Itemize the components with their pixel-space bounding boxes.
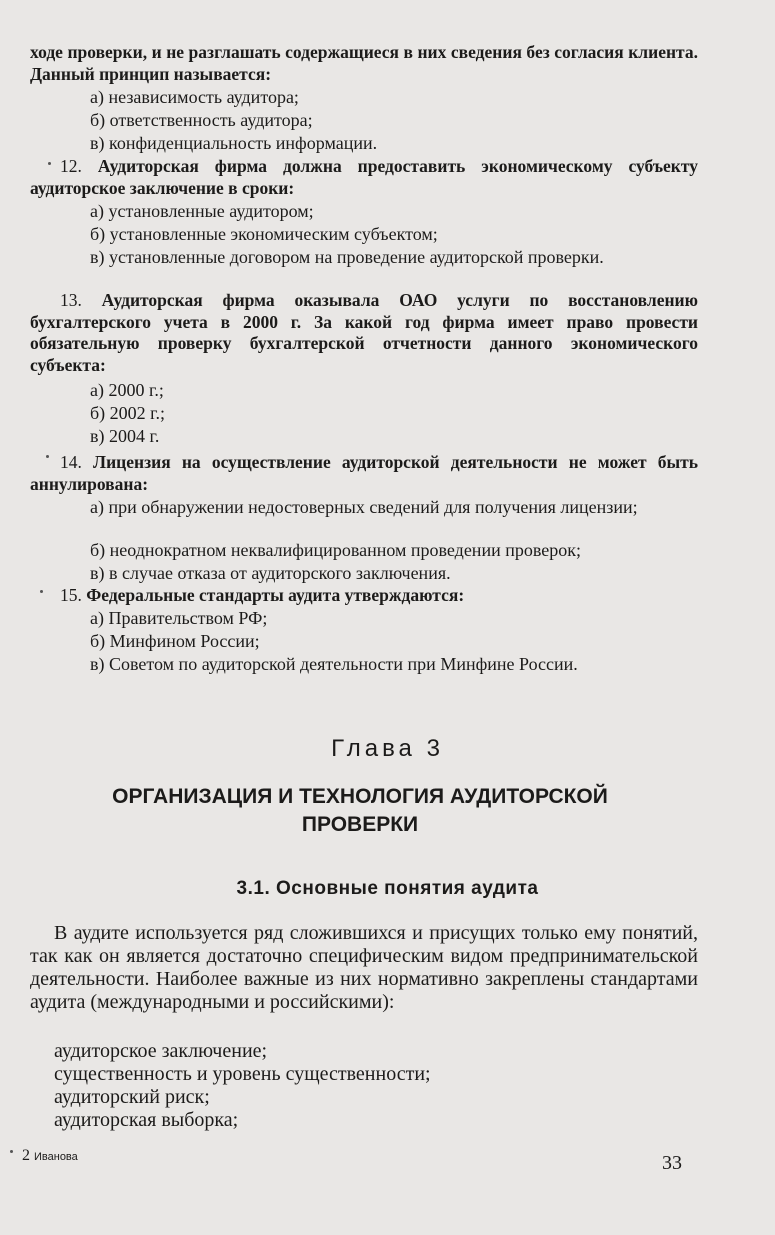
question-14-option-a: а) при обнаружении недостоверных сведений для получения лицензии; bbox=[90, 497, 638, 517]
question-12-option-b: б) установленные экономическим субъектом; bbox=[90, 224, 438, 244]
question-12-text: Аудиторская фирма должна предоставить экономическому субъекту аудиторское заключение в сроки: bbox=[30, 156, 698, 198]
term-item: аудиторская выборка; bbox=[54, 1109, 239, 1131]
question-14 bbox=[30, 452, 698, 495]
question-12-option-c: в) установленные договором на проведение аудиторской проверки. bbox=[90, 247, 604, 267]
question-14-option-c: в) в случае отказа от аудиторского заключения. bbox=[90, 563, 451, 583]
section-paragraph: В аудите используется ряд сложившихся и присущих только ему понятий, так как он является достаточно специфическим видом предпринимательской деятельности. Наиболее важные из них нормативно закреплены стандартами аудита (международными и российскими): bbox=[30, 922, 698, 1013]
signature-name: Иванова bbox=[34, 1151, 78, 1163]
question-13-option-c: в) 2004 г. bbox=[90, 426, 160, 446]
question-14-option-b: б) неоднократном неквалифицированном проведении проверок; bbox=[90, 540, 581, 560]
question-15-number: 15. bbox=[60, 585, 82, 605]
question-13-number: 13. bbox=[60, 290, 82, 310]
question-15-text: Федеральные стандарты аудита утверждаются: bbox=[86, 585, 465, 605]
question-12-option-a: а) установленные аудитором; bbox=[90, 201, 314, 221]
question-15-option-c: в) Советом по аудиторской деятельности при Минфине России. bbox=[90, 654, 578, 674]
question-13 bbox=[30, 290, 698, 376]
question-14-number: 14. bbox=[60, 452, 82, 472]
question-15-option-a: а) Правительством РФ; bbox=[90, 608, 268, 628]
question-13-text: Аудиторская фирма оказывала ОАО услуги по восстановлению бухгалтерского учета в 2000 г. За какой год фирма имеет право провести обязательную проверку бухгалтерской отчетности данного экономического субъекта: bbox=[30, 290, 699, 375]
intro-option-a: а) независимость аудитора; bbox=[90, 87, 299, 107]
section-title: 3.1. Основные понятия аудита bbox=[236, 878, 539, 899]
question-12 bbox=[30, 156, 698, 199]
term-item: существенность и уровень существенности; bbox=[54, 1063, 431, 1085]
question-14-text: Лицензия на осуществление аудиторской деятельности не может быть аннулирована: bbox=[30, 452, 699, 494]
question-13-option-a: а) 2000 г.; bbox=[90, 380, 164, 400]
question-13-option-b: б) 2002 г.; bbox=[90, 403, 166, 423]
intro-option-b: б) ответственность аудитора; bbox=[90, 110, 313, 130]
scan-speck bbox=[48, 162, 51, 165]
chapter-label: Глава 3 bbox=[331, 735, 444, 762]
scan-speck bbox=[46, 455, 49, 458]
scan-speck bbox=[40, 590, 43, 593]
question-15-option-b: б) Минфином России; bbox=[90, 631, 260, 651]
signature-number: 2 bbox=[22, 1147, 30, 1164]
question-12-number: 12. bbox=[60, 156, 82, 176]
printer-signature bbox=[22, 1147, 78, 1165]
intro-question-text: ходе проверки, и не разглашать содержащиеся в них сведения без согласия клиента. Данный принцип называется: bbox=[30, 42, 698, 84]
page-number: 33 bbox=[662, 1152, 682, 1174]
term-item: аудиторское заключение; bbox=[54, 1040, 268, 1062]
chapter-title: ОРГАНИЗАЦИЯ И ТЕХНОЛОГИЯ АУДИТОРСКОЙ ПРОВЕРКИ bbox=[112, 785, 608, 836]
term-item: аудиторский риск; bbox=[54, 1086, 210, 1108]
question-15 bbox=[30, 585, 698, 607]
intro-option-c: в) конфиденциальность информации. bbox=[90, 133, 378, 153]
scan-speck bbox=[10, 1150, 13, 1153]
